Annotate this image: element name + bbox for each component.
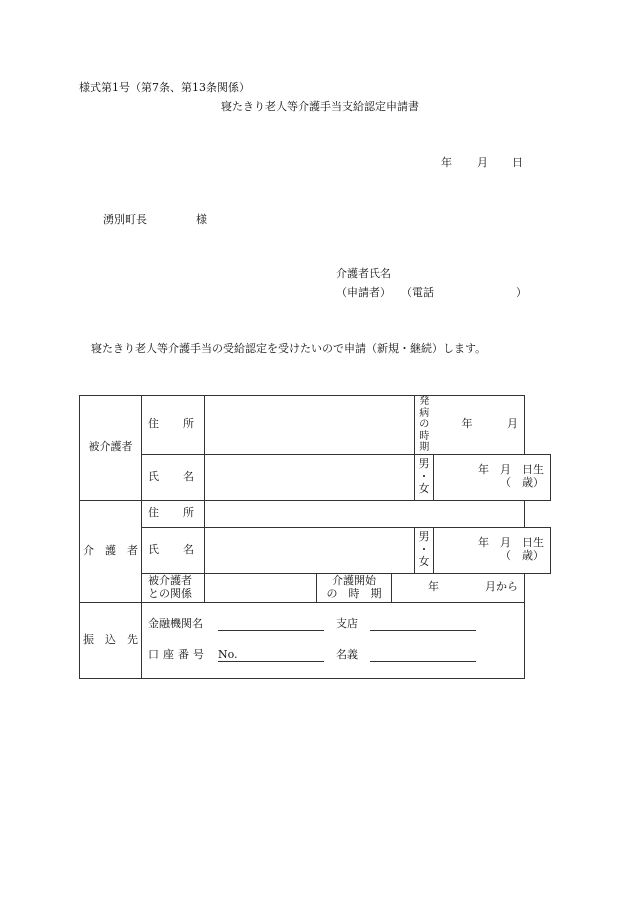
date-month: 月 xyxy=(477,156,488,169)
recipient-address-row xyxy=(80,396,551,455)
care-start-label: 介護開始 の 時 期 xyxy=(317,573,392,602)
bank-name-field[interactable] xyxy=(218,618,324,631)
recipient-sex-field[interactable]: 男 ・ 女 xyxy=(415,454,434,500)
addressee-honorific: 様 xyxy=(196,213,207,226)
transfer-row xyxy=(80,602,551,678)
care-start-month: 月から xyxy=(485,580,519,594)
branch-label: 支店 xyxy=(336,616,358,630)
phone-close: ） xyxy=(516,286,527,299)
onset-label: 発病の 時 期 xyxy=(415,396,434,455)
account-number-field[interactable] xyxy=(218,649,324,662)
bank-line xyxy=(148,618,488,632)
recipient-address-field[interactable] xyxy=(205,396,415,455)
account-line xyxy=(148,649,488,663)
holder-label: 名義 xyxy=(336,647,358,661)
caregiver-birth-field[interactable]: 年 月 日生 （ 歳） xyxy=(434,527,551,573)
document-title: 寝たきり老人等介護手当支給認定申請書 xyxy=(221,100,419,113)
relation-label: 被介護者 との関係 xyxy=(142,573,205,602)
transfer-details xyxy=(142,602,525,678)
caregiver-name-field[interactable] xyxy=(205,527,415,573)
applicant-name-label: 介護者氏名 xyxy=(336,267,391,280)
addressee-name: 湧別町長 xyxy=(103,213,147,226)
care-start-year: 年 xyxy=(428,580,439,594)
caregiver-name-label: 氏 名 xyxy=(142,527,205,573)
branch-field[interactable] xyxy=(370,618,476,631)
caregiver-address-label: 住 所 xyxy=(142,500,205,527)
recipient-name-row xyxy=(80,454,551,500)
applicant-role-label: （申請者） xyxy=(336,286,391,299)
recipient-birth-field[interactable]: 年 月 日生 （ 歳） xyxy=(434,454,551,500)
application-form-table xyxy=(79,395,551,679)
bank-label: 金融機関名 xyxy=(148,616,203,630)
caregiver-sex-field[interactable]: 男 ・ 女 xyxy=(415,527,434,573)
caregiver-name-row xyxy=(80,527,551,573)
onset-value-field[interactable] xyxy=(434,396,525,455)
recipient-header: 被介護者 xyxy=(80,396,142,501)
application-statement: 寝たきり老人等介護手当の受給認定を受けたいので申請（新規・継続）します。 xyxy=(91,342,487,355)
transfer-header: 振 込 先 xyxy=(80,602,142,678)
onset-year: 年 xyxy=(461,417,473,431)
caregiver-relation-row xyxy=(80,573,551,602)
date-day: 日 xyxy=(512,156,523,169)
care-start-field[interactable] xyxy=(392,573,525,602)
onset-month: 月 xyxy=(507,417,519,431)
account-label: 口座番号 xyxy=(148,647,208,661)
account-no-prefix: No. xyxy=(218,647,238,661)
caregiver-address-row xyxy=(80,500,551,527)
date-year: 年 xyxy=(441,156,452,169)
recipient-name-label: 氏 名 xyxy=(142,454,205,500)
phone-open: （電話 xyxy=(401,286,434,299)
relation-field[interactable] xyxy=(205,573,317,602)
caregiver-header: 介 護 者 xyxy=(80,500,142,602)
recipient-address-label: 住 所 xyxy=(142,396,205,455)
form-number: 様式第1号（第7条、第13条関係） xyxy=(79,81,250,94)
caregiver-address-field[interactable] xyxy=(205,500,525,527)
recipient-name-field[interactable] xyxy=(205,454,415,500)
holder-field[interactable] xyxy=(370,649,476,662)
